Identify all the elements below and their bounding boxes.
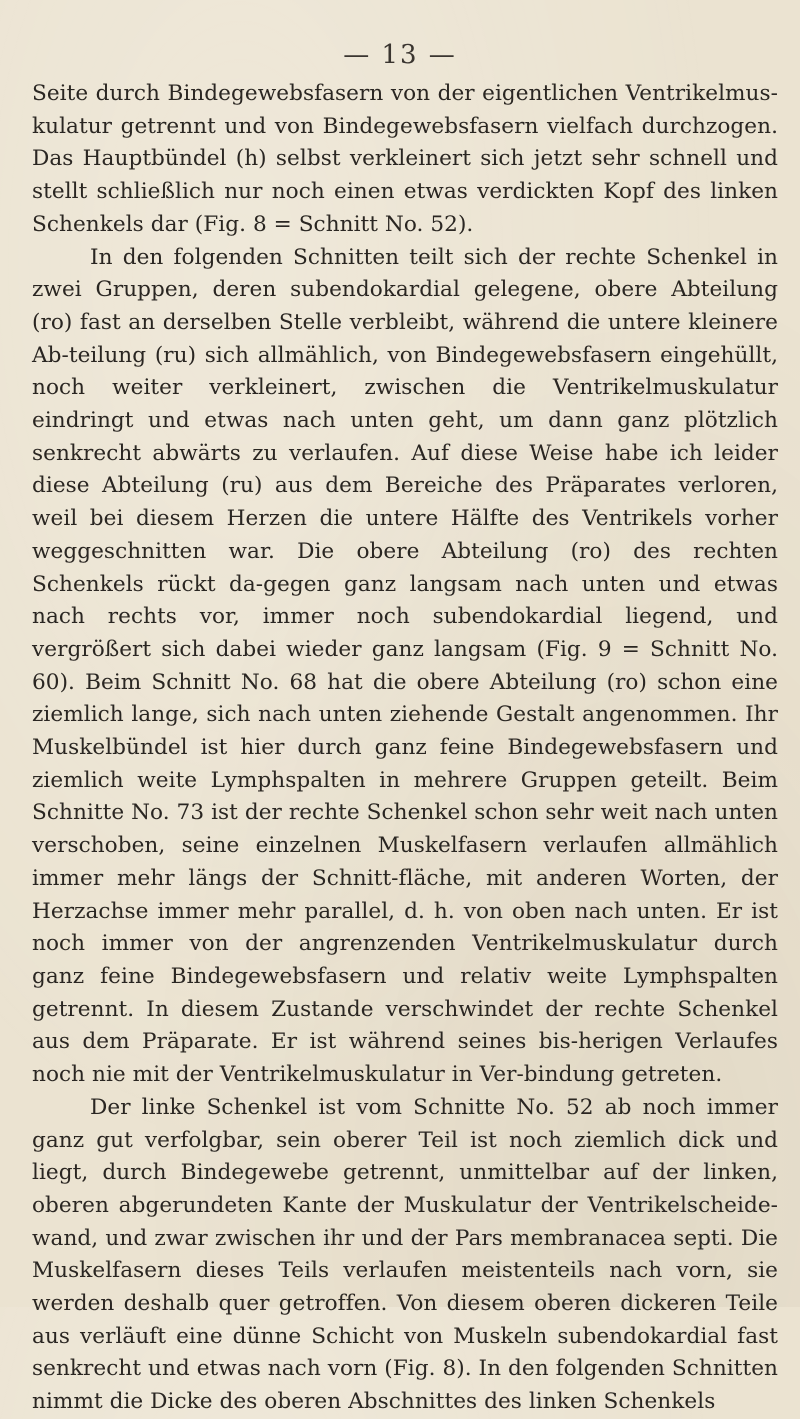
body-text	[32, 78, 778, 1419]
paragraph-3: Der linke Schenkel ist vom Schnitte No. 52 ab noch immer ganz gut verfolgbar, sein oberer Teil ist noch ziemlich dick und liegt, durch Bindegewebe getrennt, unmittelbar auf der linken, oberen abgerundeten Kante der Muskulatur der Ventrikelscheide-wand, und zwar zwischen ihr und der Pars membranacea septi. Die Muskelfasern dieses Teils verlaufen meistenteils nach vorn, sie werden deshalb quer getroffen. Von diesem oberen dickeren Teile aus verläuft eine dünne Schicht von Muskeln subendokardial fast senkrecht und etwas nach vorn (Fig. 8). In den folgenden Schnitten nimmt die Dicke des oberen Abschnittes des linken Schenkels	[32, 1094, 778, 1415]
page-number-header: — 13 —	[343, 40, 457, 70]
paragraph-2: In den folgenden Schnitten teilt sich der rechte Schenkel in zwei Gruppen, deren subendokardial gelegene, obere Abteilung (ro) fast an derselben Stelle verbleibt, während die untere kleinere Ab-teilung (ru) sich allmählich, von Bindegewebsfasern eingehüllt, noch weiter verkleinert, zwischen die Ventrikelmuskulatur eindringt und etwas nach unten geht, um dann ganz plötzlich senkrecht abwärts zu verlaufen. Auf diese Weise habe ich leider diese Abteilung (ru) aus dem Bereiche des Präparates verloren, weil bei diesem Herzen die untere Hälfte des Ventrikels vorher weggeschnitten war. Die obere Abteilung (ro) des rechten Schenkels rückt da-gegen ganz langsam nach unten und etwas nach rechts vor, immer noch subendokardial liegend, und vergrößert sich dabei wieder ganz langsam (Fig. 9 = Schnitt No. 60). Beim Schnitt No. 68 hat die obere Abteilung (ro) schon eine ziemlich lange, sich nach unten ziehende Gestalt angenommen. Ihr Muskelbündel ist hier durch ganz feine Bindegewebsfasern und ziemlich weite Lymphspalten in mehrere Gruppen geteilt. Beim Schnitte No. 73 ist der rechte Schenkel schon sehr weit nach unten verschoben, seine einzelnen Muskelfasern verlaufen allmählich immer mehr längs der Schnitt-fläche, mit anderen Worten, der Herzachse immer mehr parallel, d. h. von oben nach unten. Er ist noch immer von der angrenzenden Ventrikelmuskulatur durch ganz feine Bindegewebsfasern und relativ weite Lymphspalten getrennt. In diesem Zustande verschwindet der rechte Schenkel aus dem Präparate. Er ist während seines bis-herigen Verlaufes noch nie mit der Ventrikelmuskulatur in Ver-bindung getreten.	[32, 244, 778, 1088]
paragraph-1: Seite durch Bindegewebsfasern von der eigentlichen Ventrikelmus-kulatur getrennt und von Bindegewebsfasern vielfach durchzogen. Das Hauptbündel (h) selbst verkleinert sich jetzt sehr schnell und stellt schließlich nur noch einen etwas verdickten Kopf des linken Schenkels dar (Fig. 8 = Schnitt No. 52).	[32, 81, 778, 237]
